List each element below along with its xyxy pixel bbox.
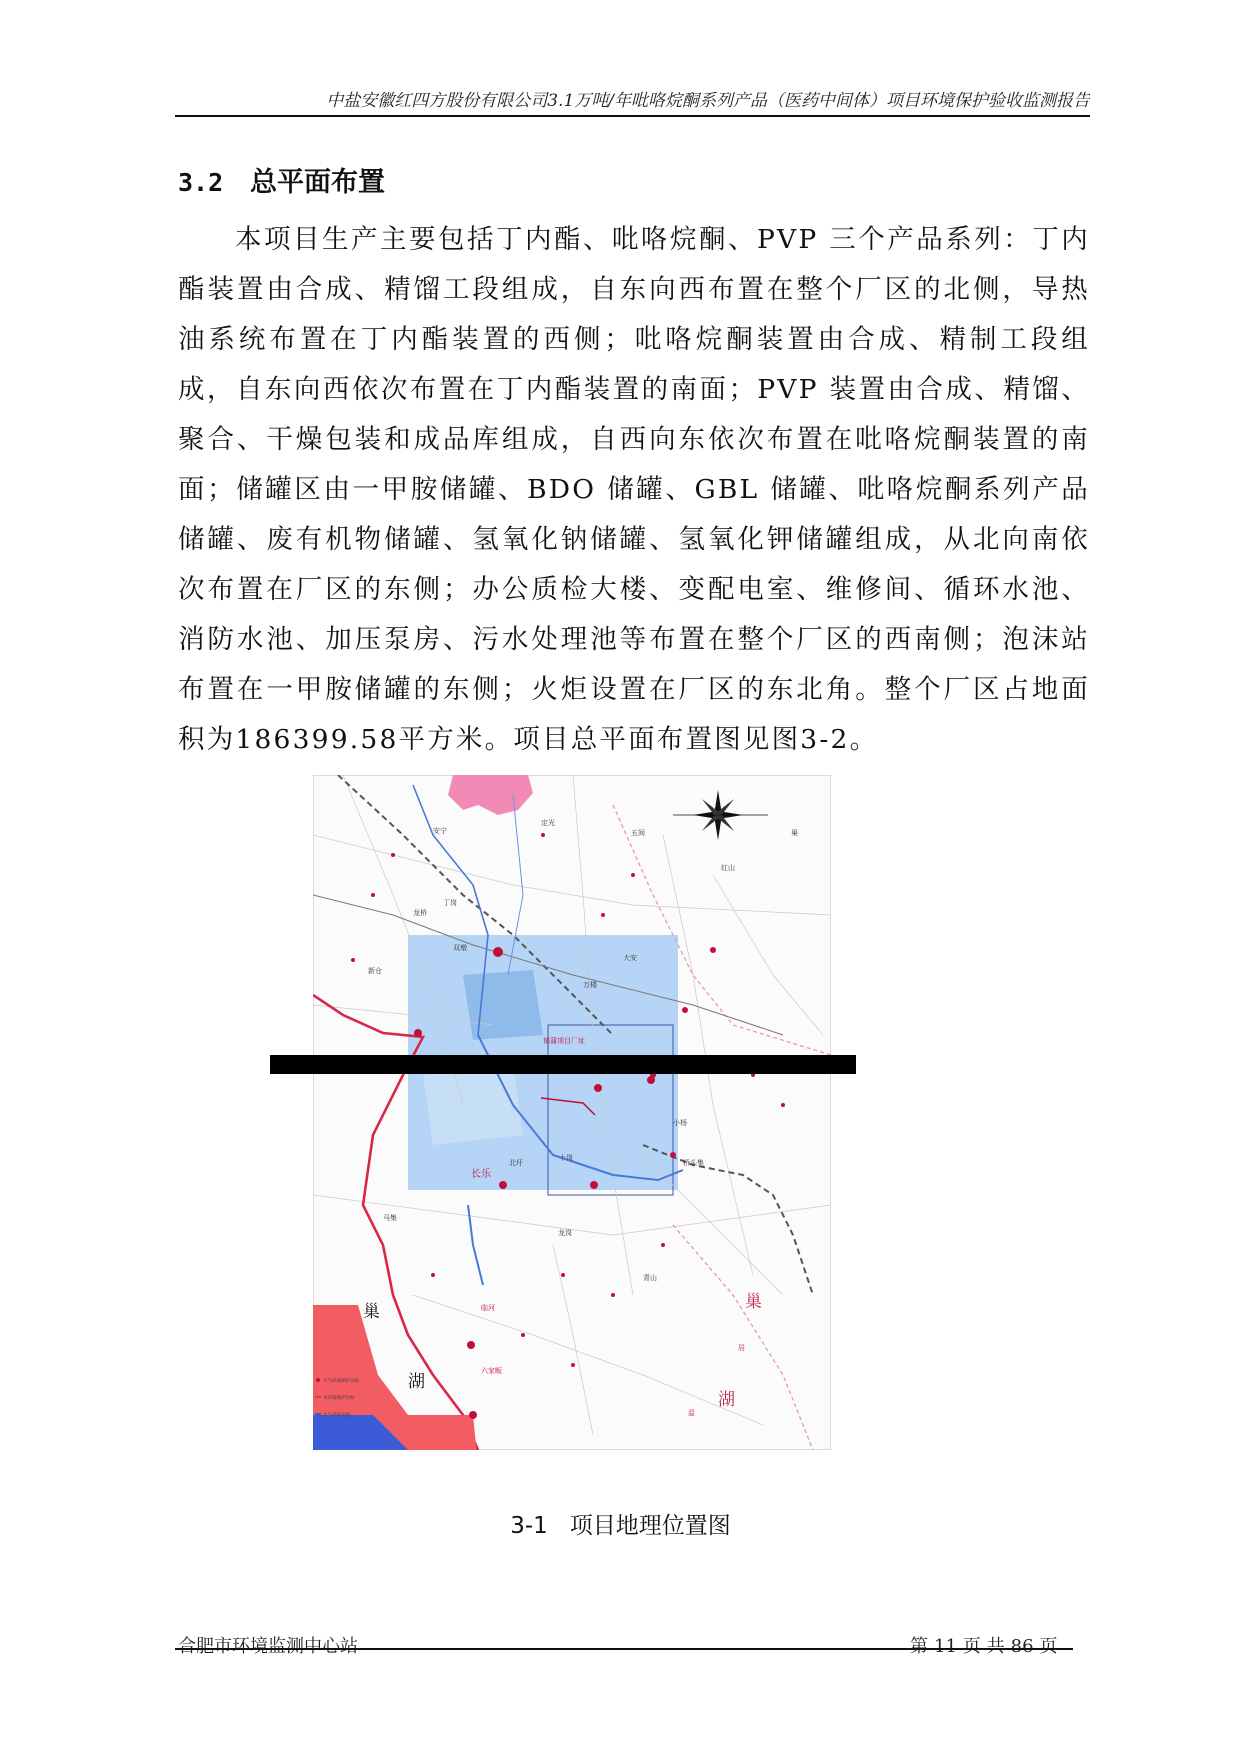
page-indicator: 第 11 页 共 86 页	[910, 1636, 1058, 1657]
page-total: 86	[1010, 1636, 1034, 1657]
section-title: 总平面布置	[250, 167, 385, 198]
header-rule	[175, 115, 1090, 117]
map-label: 大安	[623, 954, 637, 962]
svg-text:水环境保护目标: 水环境保护目标	[323, 1396, 355, 1401]
map-label: 定光	[541, 819, 555, 827]
map-label: 双墩	[453, 944, 467, 952]
map-label: 龙岗	[558, 1229, 572, 1237]
map-label: 龙桥	[413, 909, 427, 917]
body-paragraph	[178, 215, 1090, 765]
map-label: 万楼	[583, 981, 597, 989]
page-number: 11	[934, 1636, 957, 1657]
map-label: 小杨	[673, 1119, 687, 1127]
lake-label: 巢	[363, 1302, 380, 1322]
map-label: 红山	[721, 864, 735, 872]
running-header: 中盐安徽红四方股份有限公司3.1万吨/年吡咯烷酮系列产品（医药中间体）项目环境保护验收监测报告	[326, 91, 1090, 111]
map-label: 马集	[383, 1214, 397, 1222]
redaction-bar	[270, 1055, 856, 1074]
map-label: 长乐	[471, 1169, 491, 1180]
map-label: 十岗	[559, 1154, 573, 1162]
map-label: 北圩	[509, 1159, 523, 1167]
lake-label: 湖	[718, 1390, 735, 1410]
map-label: 居	[738, 1344, 745, 1352]
map-label: 丁岗	[443, 899, 457, 907]
section-heading	[178, 160, 385, 199]
svg-text:大气评价范围: 大气评价范围	[323, 1413, 350, 1418]
map-label: 桥头集	[683, 1159, 704, 1167]
map-label: 六家畈	[481, 1367, 502, 1375]
footer-organization: 合肥市环境监测中心站	[178, 1636, 358, 1657]
location-map	[313, 775, 831, 1450]
map-label: 临河	[481, 1304, 495, 1312]
location-map-figure	[313, 775, 831, 1450]
map-label: 新仓	[368, 967, 382, 975]
map-label: 安宁	[433, 827, 447, 835]
map-label: 青山	[643, 1274, 657, 1282]
project-site-label: 郁蒲项目厂址	[543, 1037, 585, 1045]
figure-caption: 3-1 项目地理位置图	[510, 1513, 731, 1539]
lake-label: 湖	[408, 1372, 425, 1392]
svg-text:大气环境保护目标: 大气环境保护目标	[323, 1379, 359, 1384]
map-label: 温	[688, 1409, 695, 1417]
lake-label: 巢	[745, 1292, 762, 1312]
paragraph-text: 本项目生产主要包括丁内酯、吡咯烷酮、PVP 三个产品系列：丁内酯装置由合成、精馏工段组成，自东向西布置在整个厂区的北侧，导热油系统布置在丁内酯装置的西侧；吡咯烷酮装置由合成、精制工段组成，自东向西依次布置在丁内酯装置的南面；PVP 装置由合成、精馏、聚合、干燥包装和成品库组成，自西向东依次布置在吡咯烷酮装置的南面；储罐区由一甲胺储罐、BDO 储罐、GBL 储罐、吡咯烷酮系列产品储罐、废有机物储罐、氢氧化钠储罐、氢氧化钾储罐组成，从北向南依次布置在厂区的东侧；办公质检大楼、变配电室、维修间、循环水池、消防水池、加压泵房、污水处理池等布置在整个厂区的西南侧；泡沫站布置在一甲胺储罐的东侧；火炬设置在厂区的东北角。整个厂区占地面积为186399.58平方米。项目总平面布置图见图3-2。	[178, 224, 1090, 755]
map-label: 五间	[631, 829, 645, 837]
footer-rule	[175, 1648, 1073, 1650]
map-label: 巢	[791, 829, 798, 837]
section-number: 3.2	[178, 168, 224, 197]
